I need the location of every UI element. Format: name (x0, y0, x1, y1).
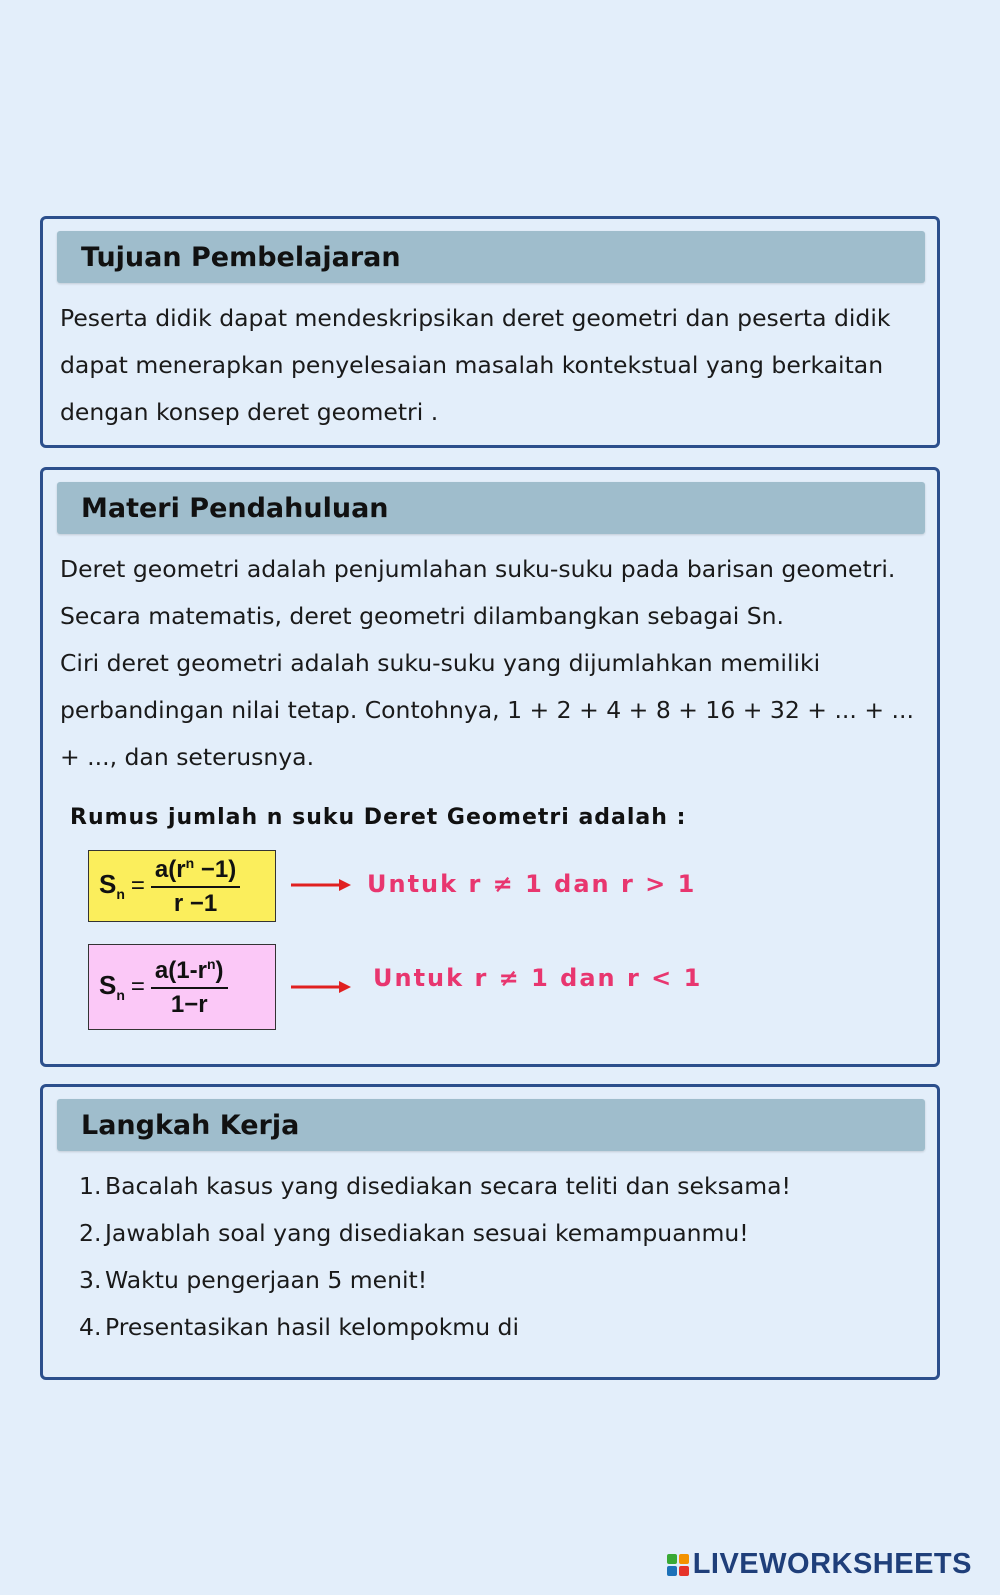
brand-name: LIVEWORKSHEETS (692, 1548, 972, 1580)
condition-r-less-than-1: Untuk r ≠ 1 dan r < 1 (373, 964, 703, 992)
learning-objectives-card (40, 216, 940, 448)
denominator: 1−r (170, 990, 208, 1018)
sum-symbol: $S_n$ (99, 970, 125, 1004)
definition-paragraph: Deret geometri adalah penjumlahan suku-suku pada barisan geometri. Secara matematis, deret geometri dilambangkan sebagai Sn. (60, 555, 896, 630)
formula-title: Rumus jumlah n suku Deret Geometri adalah : (70, 805, 687, 830)
liveworksheets-logo[interactable] (667, 1548, 972, 1581)
sum-symbol: $S_n$ (99, 869, 125, 903)
formula-fraction (151, 956, 228, 1019)
section-title: Materi Pendahuluan (57, 482, 925, 534)
formula-box-r-less-than-1: $S_n$ = $\frac{a(1-r^n)}{1-r}$ (88, 944, 276, 1030)
formula-box-r-greater-than-1: $S_n$ = $\frac{a(r^n -1)}{r -1}$ (88, 850, 276, 922)
material-text (43, 534, 937, 781)
introductory-material-card (40, 467, 940, 1067)
objectives-text: Peserta didik dapat mendeskripsikan deret geometri dan peserta didik dapat menerapkan penyelesaian masalah kontekstual yang berkaitan dengan konsep deret geometri . (60, 304, 891, 426)
steps-list (43, 1151, 937, 1351)
list-item: 2. Jawablah soal yang disediakan sesuai kemampuanmu! (79, 1219, 749, 1247)
arrow-right-icon (291, 877, 351, 893)
list-item: 1. Bacalah kasus yang disediakan secara teliti dan seksama! (79, 1172, 791, 1200)
condition-r-greater-than-1: Untuk r ≠ 1 dan r > 1 (367, 870, 697, 898)
numerator: $a(r^n -1)$ (151, 855, 240, 888)
list-item: 3. Waktu pengerjaan 5 menit! (79, 1266, 428, 1294)
list-item: 4. Presentasikan hasil kelompokmu di (79, 1313, 520, 1341)
work-steps-card (40, 1084, 940, 1380)
section-title: Langkah Kerja (57, 1099, 925, 1151)
liveworksheets-logo-icon (667, 1554, 689, 1576)
characteristic-paragraph: Ciri deret geometri adalah suku-suku yang dijumlahkan memiliki perbandingan nilai tetap. Contohnya, 1 + 2 + 4 + 8 + 16 + 32 + ... + ... + ..., dan seterusnya. (60, 649, 914, 771)
formula-fraction (151, 855, 240, 918)
denominator: r −1 (173, 889, 218, 917)
numerator: $a(1-r^n)$ (151, 956, 228, 989)
arrow-right-icon (291, 979, 351, 995)
section-title: Tujuan Pembelajaran (57, 231, 925, 283)
